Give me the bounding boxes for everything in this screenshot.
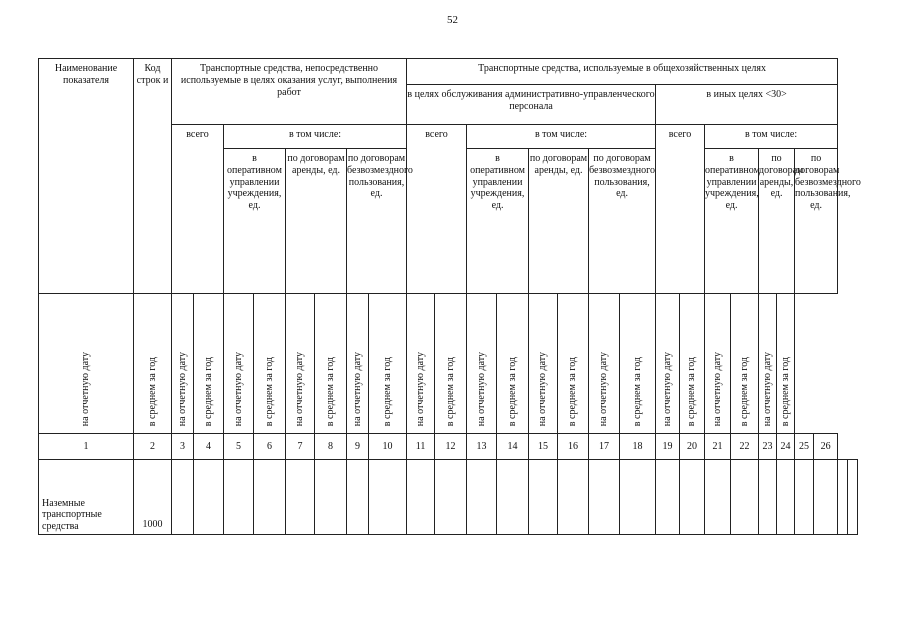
header-operative-main: в оперативном управлении учреждения, ед. (224, 149, 286, 294)
header-operative-admin: в оперативном управлении учреждения, ед. (467, 149, 529, 294)
header-name: Наименование показателя (39, 59, 134, 294)
header-code: Код строк и (134, 59, 172, 294)
column-number: 25 (795, 434, 814, 460)
header-on-date-cell (286, 294, 315, 434)
header-on-date-cell (705, 294, 731, 434)
header-on-date: на отчетную дату (475, 352, 487, 427)
data-cell[interactable] (620, 460, 656, 535)
header-avg-year-cell (254, 294, 286, 434)
header-on-date-cell (224, 294, 254, 434)
column-number: 3 (172, 434, 194, 460)
header-free-main: по договорам безвозмездного пользования, ед. (347, 149, 407, 294)
column-number: 19 (656, 434, 680, 460)
column-number: 23 (759, 434, 777, 460)
header-avg-year: в среднем за год (146, 356, 158, 427)
header-avg-year-cell (315, 294, 347, 434)
column-number: 20 (680, 434, 705, 460)
header-avg-year-cell (777, 294, 795, 434)
header-on-date: на отчетную дату (414, 352, 426, 427)
header-on-date: на отчетную дату (80, 352, 92, 427)
row-code-cell (134, 460, 172, 535)
data-cell[interactable] (497, 460, 529, 535)
header-avg-year: в среднем за год (444, 356, 456, 427)
header-lease-other: по договорам аренды, ед. (759, 149, 795, 294)
column-number: 24 (777, 434, 795, 460)
header-avg-year: в среднем за год (381, 356, 393, 427)
column-number: 5 (224, 434, 254, 460)
row-name: Наземные транспортные средства (42, 497, 102, 532)
header-avg-year: в среднем за год (567, 356, 579, 427)
header-avg-year: в среднем за год (631, 356, 643, 427)
header-incl-main: в том числе: (224, 125, 407, 149)
data-cell[interactable] (731, 460, 759, 535)
data-cell[interactable] (589, 460, 620, 535)
header-group-main: Транспортные средства, непосредственно используемые в целях оказания услуг, выполнения работ (172, 59, 407, 125)
header-avg-year-cell (620, 294, 656, 434)
data-cell[interactable] (435, 460, 467, 535)
column-number: 4 (194, 434, 224, 460)
header-total-other: всего (656, 125, 705, 294)
header-avg-year-cell (369, 294, 407, 434)
data-cell[interactable] (407, 460, 435, 535)
row-name-cell (39, 460, 134, 535)
data-cell[interactable] (286, 460, 315, 535)
data-cell[interactable] (315, 460, 347, 535)
header-on-date: на отчетную дату (661, 352, 673, 427)
header-free-admin: по договорам безвозмездного пользования, ед. (589, 149, 656, 294)
column-number: 13 (467, 434, 497, 460)
column-number: 22 (731, 434, 759, 460)
header-total-main: всего (172, 125, 224, 294)
header-incl-admin: в том числе: (467, 125, 656, 149)
data-cell[interactable] (369, 460, 407, 535)
column-number: 15 (529, 434, 558, 460)
report-table (38, 58, 861, 535)
column-number: 12 (435, 434, 467, 460)
header-total-admin: всего (407, 125, 467, 294)
header-group-general: Транспортные средства, используемые в общехозяйственных целях (407, 59, 838, 85)
data-cell[interactable] (848, 460, 858, 535)
header-avg-year: в среднем за год (779, 356, 791, 427)
header-avg-year: в среднем за год (738, 356, 750, 427)
column-number: 6 (254, 434, 286, 460)
header-on-date: на отчетную дату (176, 352, 188, 427)
header-on-date-cell (759, 294, 777, 434)
column-number: 18 (620, 434, 656, 460)
header-avg-year-cell (680, 294, 705, 434)
data-cell[interactable] (254, 460, 286, 535)
header-on-date-cell (467, 294, 497, 434)
header-avg-year: в среднем за год (324, 356, 336, 427)
header-operative-other: в оперативном управлении учреждения, ед. (705, 149, 759, 294)
data-cell[interactable] (777, 460, 795, 535)
column-number: 1 (39, 434, 134, 460)
data-cell[interactable] (172, 460, 194, 535)
header-on-date-cell (39, 294, 134, 434)
header-avg-year-cell (194, 294, 224, 434)
header-on-date-cell (529, 294, 558, 434)
data-cell[interactable] (705, 460, 731, 535)
header-on-date: на отчетную дату (711, 352, 723, 427)
data-cell[interactable] (814, 460, 838, 535)
data-cell[interactable] (838, 460, 848, 535)
header-sub-other: в иных целях <30> (656, 85, 838, 125)
row-code: 1000 (142, 519, 163, 531)
header-on-date: на отчетную дату (294, 352, 306, 427)
data-cell[interactable] (558, 460, 589, 535)
data-cell[interactable] (759, 460, 777, 535)
header-on-date: на отчетную дату (598, 352, 610, 427)
column-number: 21 (705, 434, 731, 460)
column-number: 7 (286, 434, 315, 460)
column-number: 14 (497, 434, 529, 460)
header-avg-year-cell (731, 294, 759, 434)
header-incl-other: в том числе: (705, 125, 838, 149)
data-cell[interactable] (224, 460, 254, 535)
header-on-date-cell (407, 294, 435, 434)
header-on-date: на отчетную дату (761, 352, 773, 427)
column-number: 8 (315, 434, 347, 460)
data-cell[interactable] (347, 460, 369, 535)
header-avg-year: в среднем за год (686, 356, 698, 427)
header-avg-year-cell (134, 294, 172, 434)
header-avg-year-cell (497, 294, 529, 434)
header-lease-admin: по договорам аренды, ед. (529, 149, 589, 294)
header-on-date-cell (172, 294, 194, 434)
header-lease-main: по договорам аренды, ед. (286, 149, 347, 294)
header-avg-year: в среднем за год (506, 356, 518, 427)
column-number: 9 (347, 434, 369, 460)
header-on-date: на отчетную дату (537, 352, 549, 427)
data-cell[interactable] (529, 460, 558, 535)
data-cell[interactable] (795, 460, 814, 535)
header-on-date-cell (656, 294, 680, 434)
column-number: 17 (589, 434, 620, 460)
column-number: 26 (814, 434, 838, 460)
header-avg-year: в среднем за год (263, 356, 275, 427)
header-on-date-cell (589, 294, 620, 434)
header-avg-year: в среднем за год (202, 356, 214, 427)
header-free-other: по договорам безвозмездного пользования, ед. (795, 149, 838, 294)
data-cell[interactable] (680, 460, 705, 535)
header-on-date: на отчетную дату (232, 352, 244, 427)
header-avg-year-cell (558, 294, 589, 434)
data-cell[interactable] (194, 460, 224, 535)
page-number: 52 (447, 14, 458, 26)
header-on-date: на отчетную дату (351, 352, 363, 427)
data-cell[interactable] (467, 460, 497, 535)
data-cell[interactable] (656, 460, 680, 535)
column-number: 10 (369, 434, 407, 460)
header-avg-year-cell (435, 294, 467, 434)
header-sub-admin: в целях обслуживания административно-управленческого персонала (407, 85, 656, 125)
column-number: 11 (407, 434, 435, 460)
header-on-date-cell (347, 294, 369, 434)
column-number: 2 (134, 434, 172, 460)
column-number: 16 (558, 434, 589, 460)
